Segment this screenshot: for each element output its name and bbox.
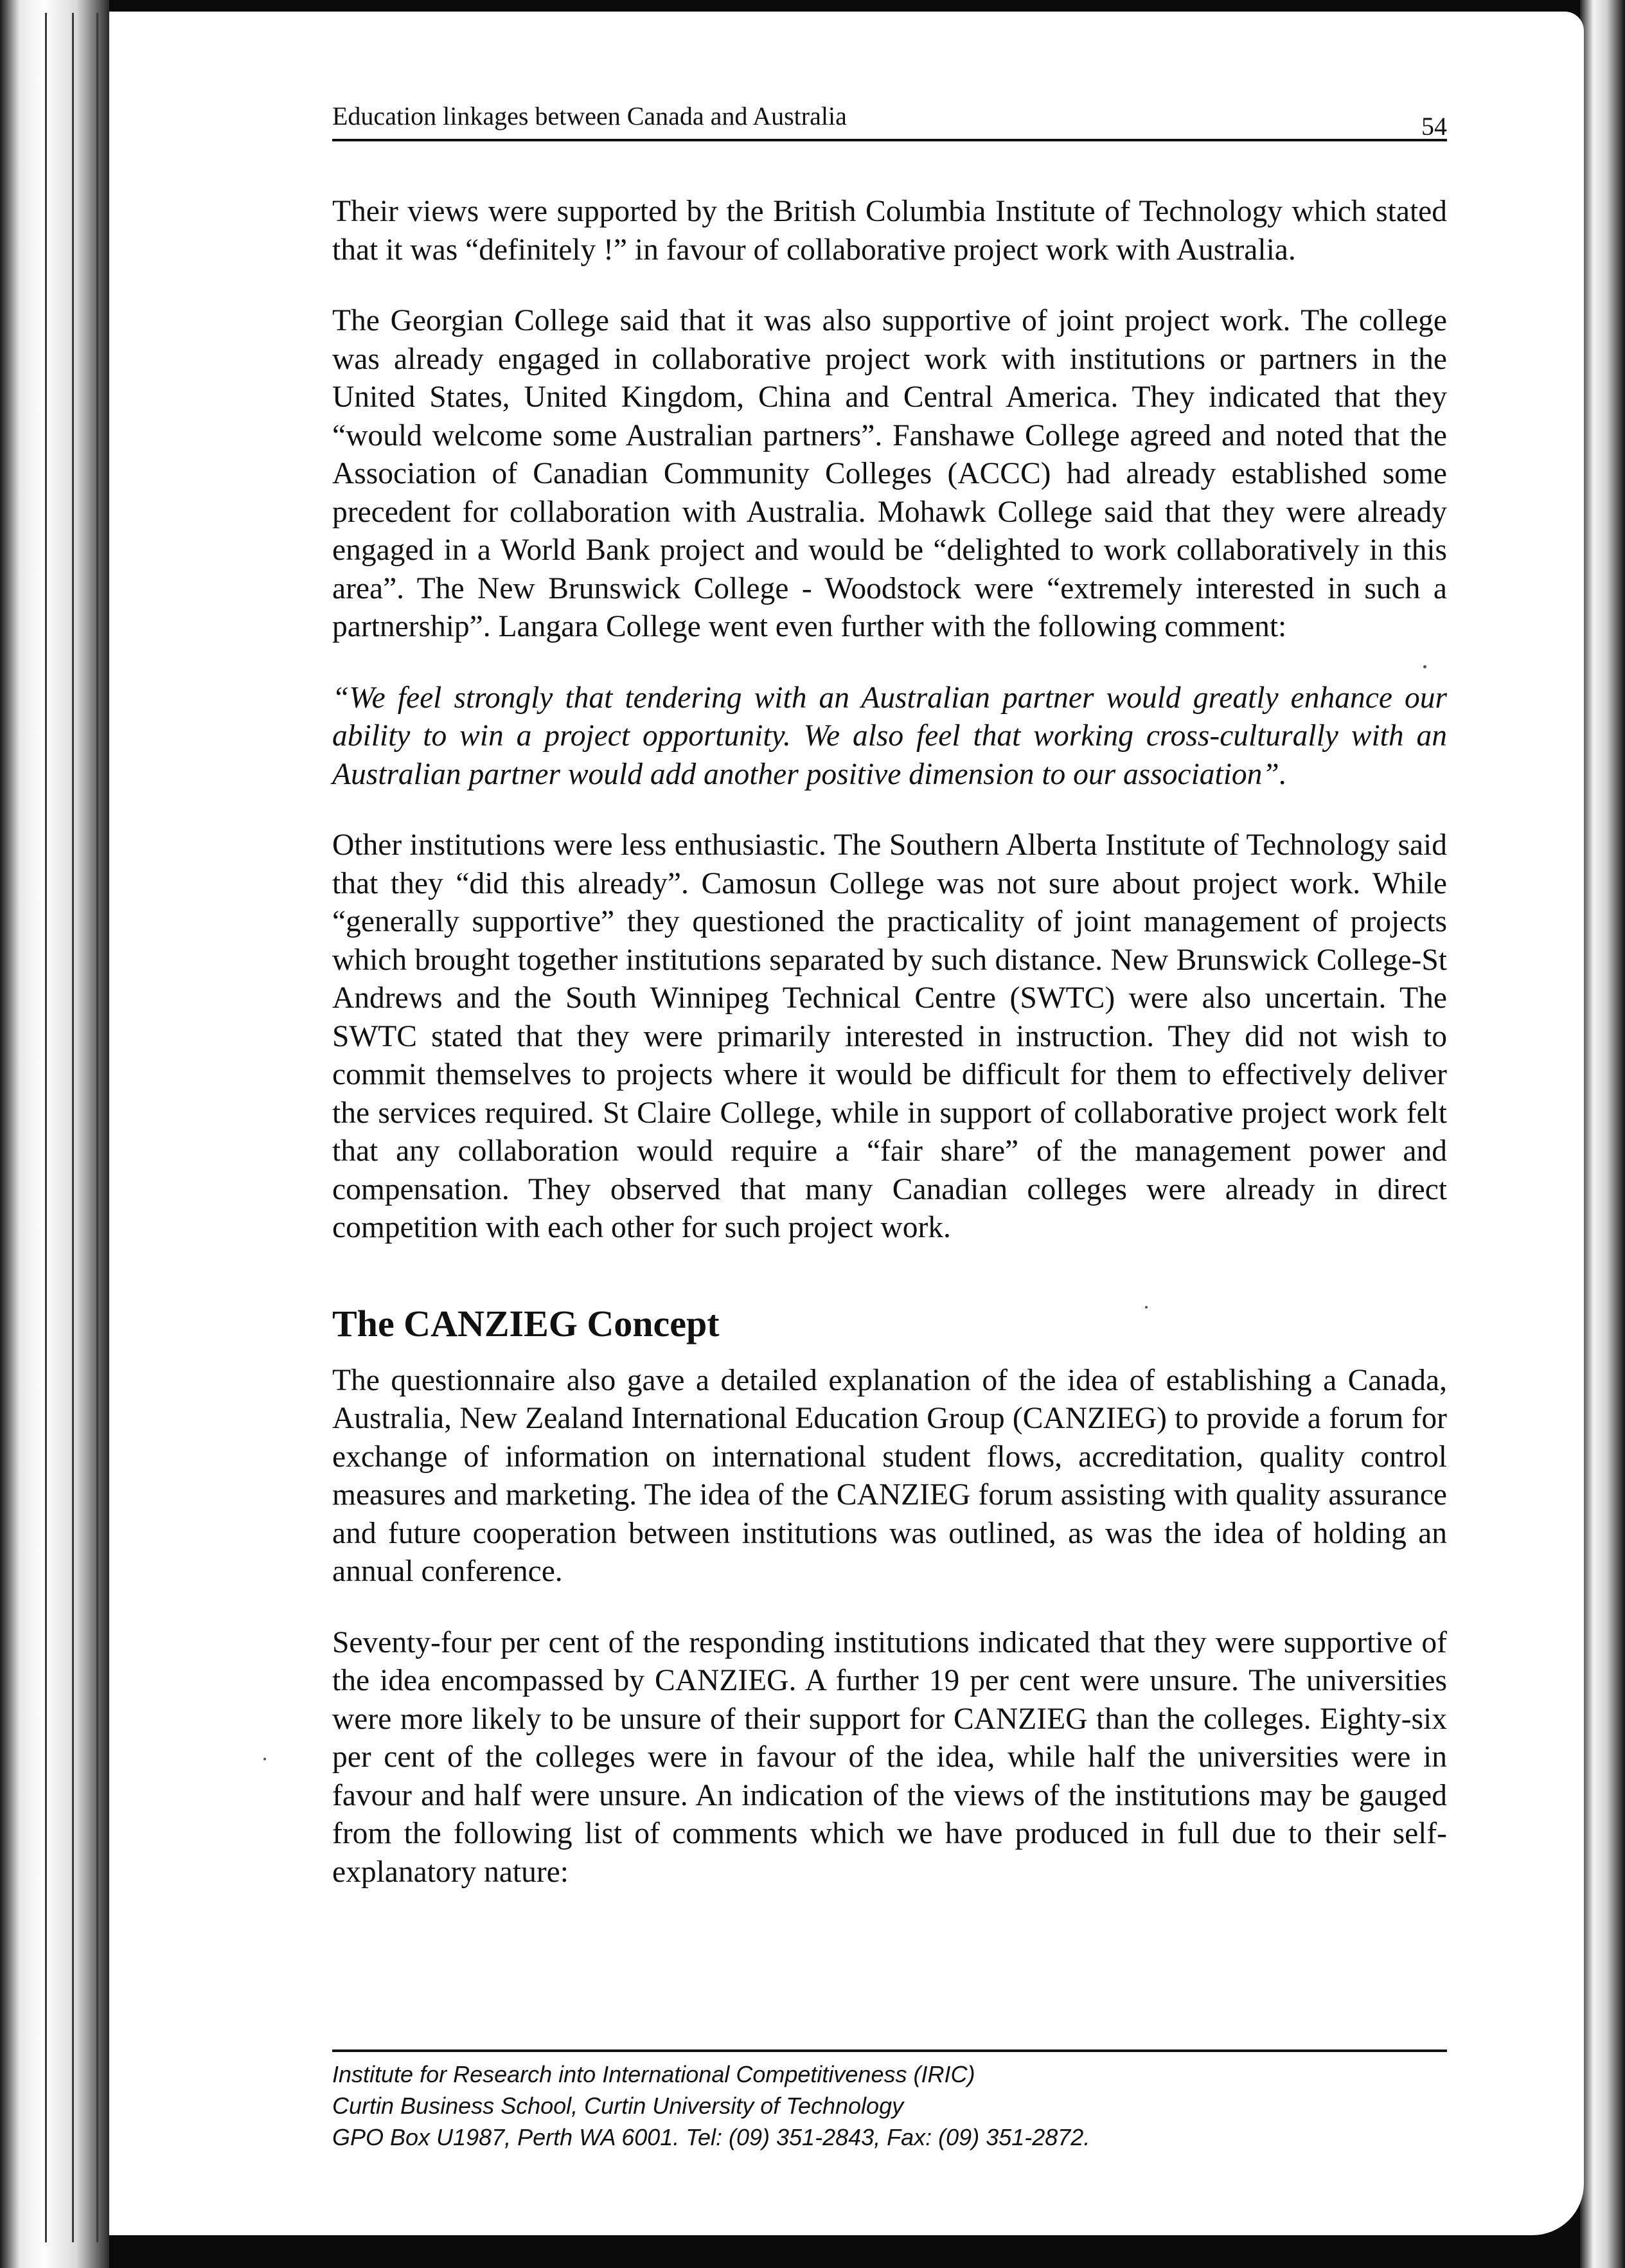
- scan-speck: [263, 1758, 266, 1760]
- paragraph: Other institutions were less enthusiastic. The Southern Alberta Institute of Technology said that they “did this already”. Camosun College was not sure about project work. While “generally supportive” they questioned the practicality of joint management of projects which brought together institutions separated by such distance. New Brunswick College-St Andrews and the South Winnipeg Technical Centre (SWTC) were also uncertain. The SWTC stated that they were primarily interested in instruction. They did not wish to commit themselves to projects where it would be difficult for them to effectively deliver the services required. St Claire College, while in support of collaborative project work felt that any collaboration would require a “fair share” of the management power and compensation. They observed that many Canadian colleges were already in direct competition with each other for such project work.: [332, 828, 1447, 1244]
- scan-speck: [1145, 1306, 1148, 1308]
- paragraph: The questionnaire also gave a detailed explanation of the idea of establishing a Canada, Australia, New Zealand International Education Group (CANZIEG) to provide a forum for exchange of information on international student flows, accreditation, quality control measures and marketing. The idea of the CANZIEG forum assisting with quality assurance and future cooperation between institutions was outlined, as was the idea of holding an annual conference.: [332, 1363, 1447, 1588]
- page-number: 54: [1421, 112, 1447, 141]
- footer-line: GPO Box U1987, Perth WA 6001. Tel: (09) 351-2843, Fax: (09) 351-2872.: [332, 2124, 1090, 2150]
- paragraph: Their views were supported by the British Columbia Institute of Technology which stated that it was “definitely !” in favour of collaborative project work with Australia.: [332, 195, 1447, 267]
- book-binding: [0, 0, 109, 2268]
- running-header: [332, 99, 1447, 141]
- page-footer: [332, 2049, 1447, 2153]
- page-edge: [1580, 0, 1625, 2268]
- binding-line: [96, 13, 98, 2242]
- binding-line: [45, 13, 47, 2242]
- section-heading: The CANZIEG Concept: [332, 1302, 720, 1344]
- body-text: [332, 193, 1447, 1924]
- quotation: “We feel strongly that tendering with an Australian partner would greatly enhance our ability to win a project opportunity. We also feel that working cross-culturally with an Australian partner would add another positive dimension to our association”.: [332, 681, 1447, 791]
- scan-speck: [1423, 665, 1426, 668]
- footer-line: Institute for Research into International Competitiveness (IRIC): [332, 2061, 975, 2087]
- paragraph: Seventy-four per cent of the responding institutions indicated that they were supportive of the idea encompassed by CANZIEG. A further 19 per cent were unsure. The universities were more likely to be unsure of their support for CANZIEG than the colleges. Eighty-six per cent of the colleges were in favour of the idea, while half the universities were in favour and half were unsure. An indication of the views of the institutions may be gauged from the following list of comments which we have produced in full due to their self-explanatory nature:: [332, 1625, 1447, 1889]
- binding-line: [72, 13, 74, 2242]
- header-title: Education linkages between Canada and Australia: [332, 102, 847, 130]
- footer-line: Curtin Business School, Curtin University of Technology: [332, 2093, 904, 2119]
- paragraph: The Georgian College said that it was also supportive of joint project work. The college was already engaged in collaborative project work with institutions or partners in the United States, United Kingdom, China and Central America. They indicated that they “would welcome some Australian partners”. Fanshawe College agreed and noted that the Association of Canadian Community Colleges (ACCC) had already established some precedent for collaboration with Australia. Mohawk College said that they were already engaged in a World Bank project and would be “delighted to work collaboratively in this area”. The New Brunswick College - Woodstock were “extremely interested in such a partnership”. Langara College went even further with the following comment:: [332, 304, 1447, 643]
